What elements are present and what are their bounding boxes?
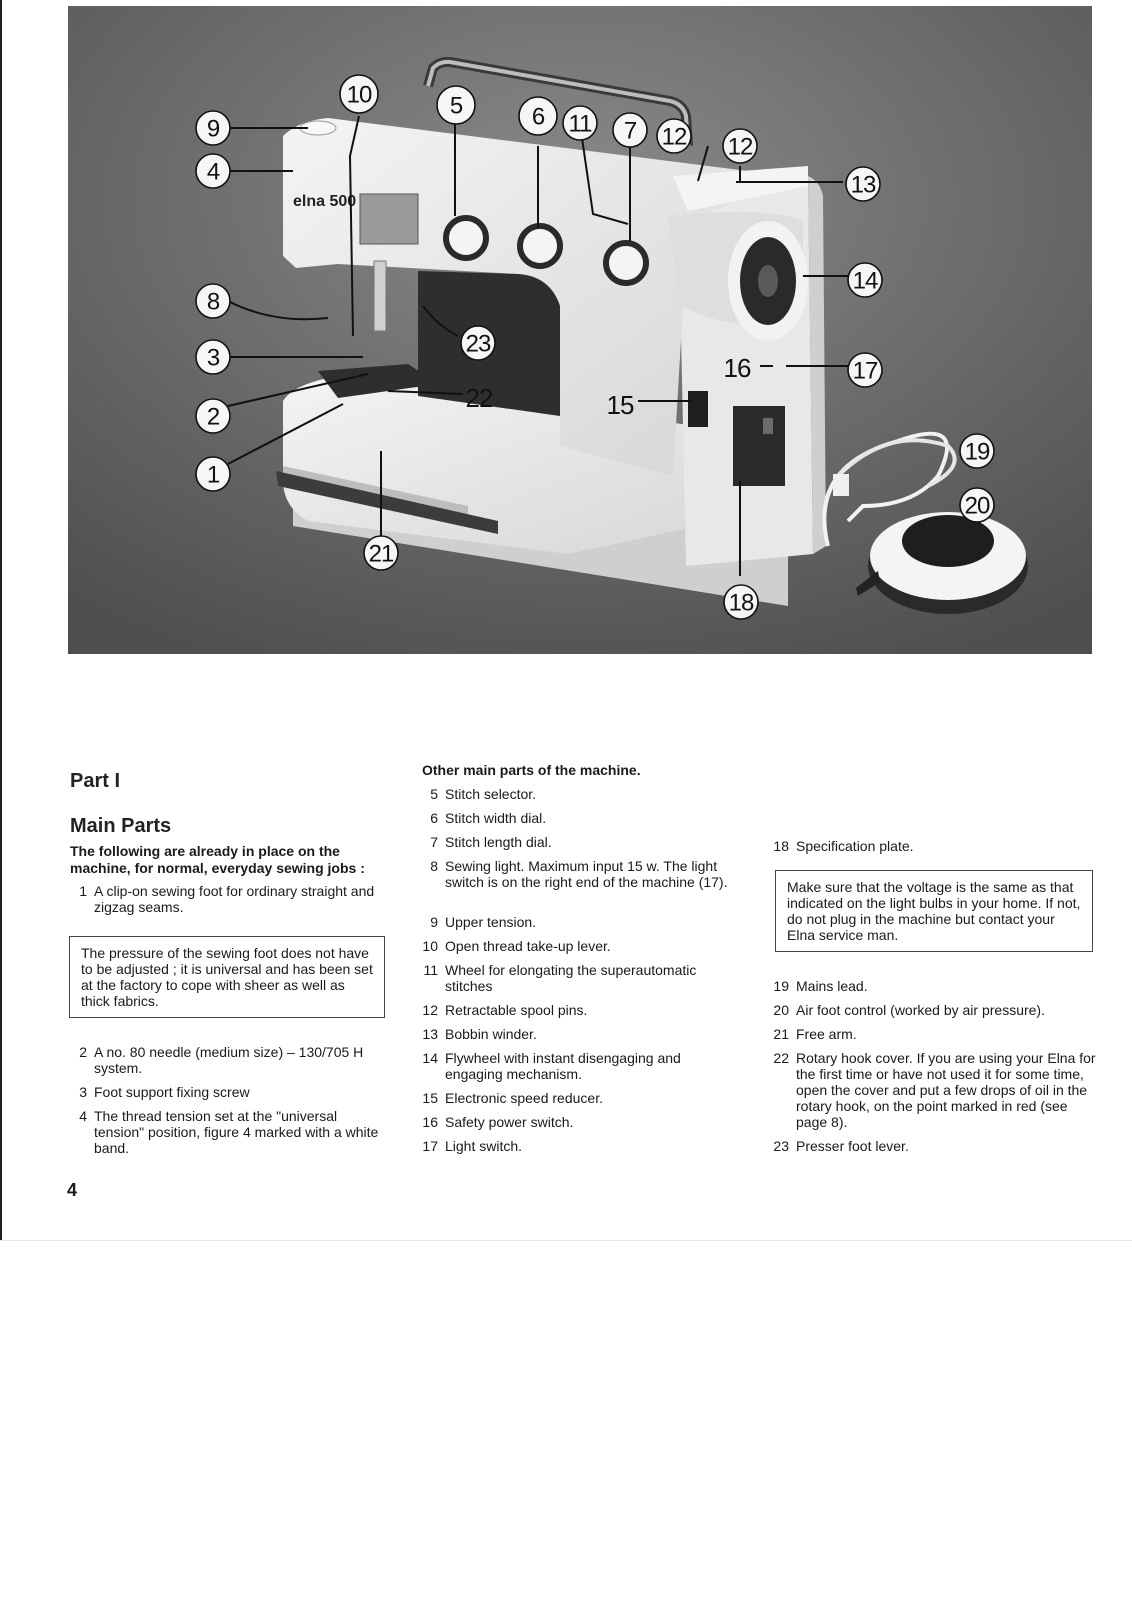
item-number: 6 bbox=[430, 810, 438, 826]
callout-6 bbox=[519, 97, 557, 135]
item-number: 19 bbox=[773, 978, 789, 994]
item-text: A clip-on sewing foot for ordinary straight and zigzag seams. bbox=[94, 883, 375, 915]
callout-10 bbox=[340, 75, 378, 113]
item-text: Air foot control (worked by air pressure). bbox=[796, 1002, 1045, 1018]
callout-20 bbox=[960, 488, 994, 522]
list-item bbox=[416, 1114, 746, 1130]
list-item bbox=[416, 1138, 746, 1154]
machine-brand-label: elna 500 bbox=[293, 193, 357, 210]
list-item bbox=[70, 1044, 375, 1076]
item-number: 10 bbox=[422, 938, 438, 954]
svg-text:11: 11 bbox=[568, 110, 592, 138]
item-number: 12 bbox=[422, 1002, 438, 1018]
svg-text:19: 19 bbox=[964, 438, 990, 466]
svg-text:12: 12 bbox=[727, 133, 753, 161]
callout-13 bbox=[846, 167, 880, 201]
item-text: Upper tension. bbox=[445, 914, 537, 930]
item-text: Sewing light. Maximum input 15 w. The light switch is on the right end of the machine (17). bbox=[445, 858, 728, 890]
list-item bbox=[416, 1026, 746, 1042]
svg-text:12: 12 bbox=[661, 123, 687, 151]
part-heading: Part I bbox=[70, 770, 121, 792]
list-item bbox=[769, 1050, 1099, 1130]
item-text: Stitch width dial. bbox=[445, 810, 547, 826]
callout-5 bbox=[437, 86, 475, 124]
callout-23 bbox=[461, 326, 495, 360]
item-text: The thread tension set at the "universal tension" position, figure 4 marked with a white band. bbox=[94, 1108, 379, 1156]
page-edge-rule bbox=[0, 0, 2, 1240]
list-item bbox=[416, 858, 746, 890]
item-text: Free arm. bbox=[796, 1026, 857, 1042]
item-number: 9 bbox=[430, 914, 438, 930]
list-item bbox=[769, 838, 1099, 854]
item-text: Wheel for elongating the superautomatic stitches bbox=[445, 962, 697, 994]
callout-8 bbox=[196, 284, 230, 318]
callout-15 bbox=[607, 390, 634, 420]
item-number: 17 bbox=[422, 1138, 438, 1154]
svg-text:22: 22 bbox=[465, 383, 493, 413]
list-item bbox=[70, 1108, 385, 1156]
page-bottom-rule bbox=[0, 1240, 1132, 1241]
svg-text:9: 9 bbox=[206, 115, 220, 143]
item-number: 8 bbox=[430, 858, 438, 874]
item-number: 7 bbox=[430, 834, 438, 850]
svg-text:7: 7 bbox=[623, 117, 637, 145]
intro-text: The following are already in place on the machine, for normal, everyday sewing jobs : bbox=[70, 843, 365, 876]
item-number: 22 bbox=[773, 1050, 789, 1066]
svg-text:20: 20 bbox=[964, 492, 990, 520]
svg-text:18: 18 bbox=[728, 589, 754, 617]
other-parts-heading: Other main parts of the machine. bbox=[422, 762, 641, 778]
svg-text:17: 17 bbox=[852, 357, 878, 385]
svg-text:4: 4 bbox=[206, 158, 220, 186]
item-text: Electronic speed reducer. bbox=[445, 1090, 603, 1106]
callout-1 bbox=[196, 457, 230, 491]
list-item bbox=[769, 1026, 1099, 1042]
list-item bbox=[70, 1084, 375, 1100]
list-item bbox=[416, 962, 746, 994]
svg-text:10: 10 bbox=[346, 81, 372, 109]
callout-17 bbox=[848, 353, 882, 387]
item-text: Stitch selector. bbox=[445, 786, 537, 802]
callout-12b bbox=[723, 129, 757, 163]
item-text: Safety power switch. bbox=[445, 1114, 574, 1130]
svg-text:1: 1 bbox=[206, 461, 220, 489]
callout-11 bbox=[563, 106, 597, 140]
callout-2 bbox=[196, 399, 230, 433]
list-item bbox=[416, 1090, 746, 1106]
callout-7 bbox=[613, 113, 647, 147]
item-text: Mains lead. bbox=[796, 978, 868, 994]
machine-photo bbox=[68, 6, 1092, 654]
item-number: 20 bbox=[773, 1002, 789, 1018]
callout-18 bbox=[724, 585, 758, 619]
svg-text:2: 2 bbox=[206, 403, 220, 431]
list-item bbox=[416, 834, 746, 850]
item-number: 18 bbox=[773, 838, 789, 854]
item-text: Specification plate. bbox=[796, 838, 914, 854]
callout-3 bbox=[196, 340, 230, 374]
list-item bbox=[416, 1050, 726, 1082]
callout-14 bbox=[848, 263, 882, 297]
svg-text:3: 3 bbox=[206, 344, 220, 372]
item-number: 4 bbox=[79, 1108, 87, 1124]
item-number: 5 bbox=[430, 786, 438, 802]
item-text: Retractable spool pins. bbox=[445, 1002, 588, 1018]
svg-text:16: 16 bbox=[723, 353, 751, 383]
item-text: Open thread take-up lever. bbox=[445, 938, 611, 954]
section-heading: Main Parts bbox=[70, 815, 172, 837]
svg-text:13: 13 bbox=[850, 171, 876, 199]
item-number: 21 bbox=[773, 1026, 789, 1042]
svg-text:8: 8 bbox=[206, 288, 220, 316]
svg-text:14: 14 bbox=[852, 267, 878, 295]
item-text: Stitch length dial. bbox=[445, 834, 552, 850]
item-text: Bobbin winder. bbox=[445, 1026, 537, 1042]
item-number: 1 bbox=[79, 883, 87, 899]
list-item bbox=[416, 938, 746, 954]
list-item bbox=[769, 978, 1099, 994]
svg-text:21: 21 bbox=[368, 540, 394, 568]
list-item bbox=[769, 1002, 1104, 1018]
svg-text:5: 5 bbox=[449, 92, 463, 120]
callout-16 bbox=[724, 353, 751, 383]
svg-text:6: 6 bbox=[531, 103, 545, 131]
callout-19 bbox=[960, 434, 994, 468]
callout-9 bbox=[196, 111, 230, 145]
foot-pressure-note: The pressure of the sewing foot does not have to be adjusted ; it is universal and has been set at the factory to cope with sheer as well as thick fabrics. bbox=[69, 936, 385, 1018]
item-number: 16 bbox=[422, 1114, 438, 1130]
list-item bbox=[416, 810, 746, 826]
item-text: Flywheel with instant disengaging and engaging mechanism. bbox=[445, 1050, 681, 1082]
item-number: 15 bbox=[422, 1090, 438, 1106]
page-number: 4 bbox=[67, 1180, 78, 1200]
list-item bbox=[416, 914, 746, 930]
item-number: 3 bbox=[79, 1084, 87, 1100]
callout-21 bbox=[364, 536, 398, 570]
svg-text:23: 23 bbox=[465, 330, 491, 358]
list-item bbox=[416, 1002, 746, 1018]
item-text: Rotary hook cover. If you are using your Elna for the first time or have not used it for some time, open the cover and put a few drops of oil in the rotary hook, on the point marked in red (see page 8). bbox=[796, 1050, 1096, 1130]
voltage-note: Make sure that the voltage is the same as that indicated on the light bulbs in your home. If not, do not plug in the machine but contact your Elna service man. bbox=[775, 870, 1093, 952]
list-item bbox=[416, 786, 746, 802]
item-text: Foot support fixing screw bbox=[94, 1084, 250, 1100]
item-text: Light switch. bbox=[445, 1138, 523, 1154]
item-number: 14 bbox=[422, 1050, 438, 1066]
list-item bbox=[70, 883, 375, 915]
list-item bbox=[769, 1138, 1099, 1154]
callout-12a bbox=[657, 119, 691, 153]
svg-text:15: 15 bbox=[606, 390, 634, 420]
item-text: Presser foot lever. bbox=[796, 1138, 909, 1154]
item-number: 11 bbox=[423, 962, 438, 978]
item-text: A no. 80 needle (medium size) – 130/705 H system. bbox=[94, 1044, 364, 1076]
item-number: 23 bbox=[773, 1138, 789, 1154]
item-number: 13 bbox=[422, 1026, 438, 1042]
callout-22 bbox=[466, 383, 493, 413]
item-number: 2 bbox=[79, 1044, 87, 1060]
callout-4 bbox=[196, 154, 230, 188]
